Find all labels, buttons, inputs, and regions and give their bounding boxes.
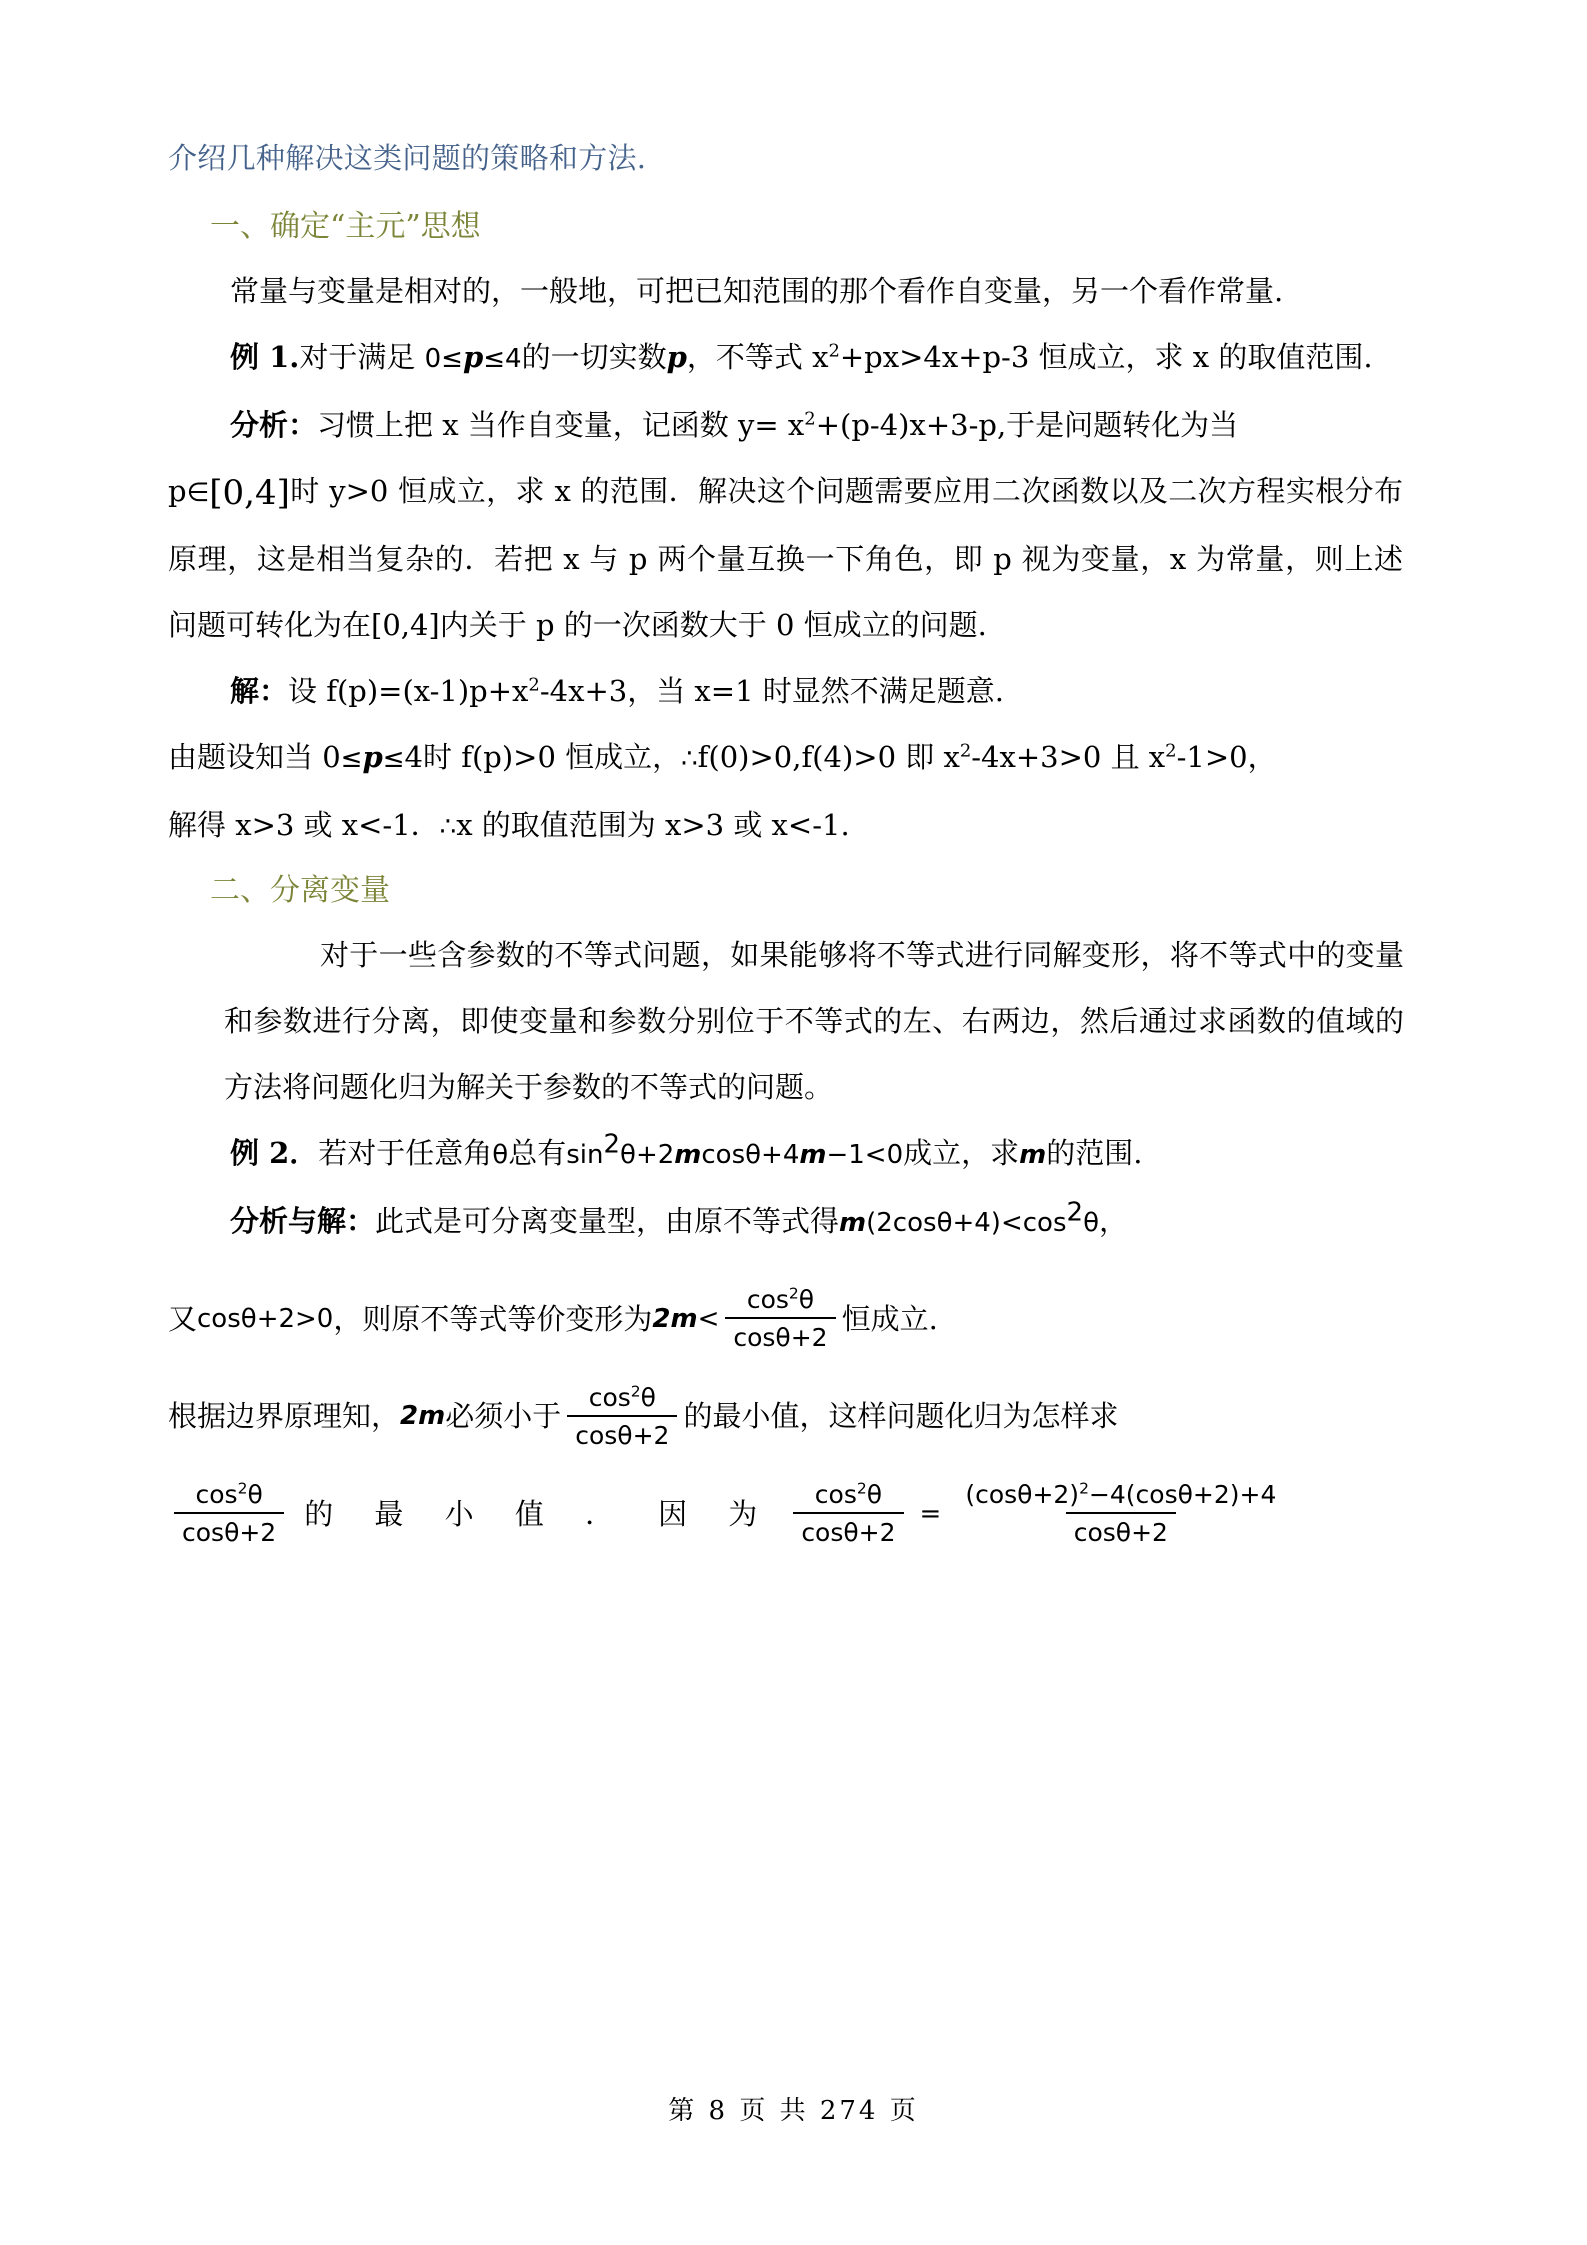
- frac3-num-b: −4(cosθ+2)+4: [1088, 1480, 1277, 1509]
- solution-1-l2-a: 由题设知当 0: [168, 740, 341, 774]
- solution-1-var-p: p: [362, 740, 383, 774]
- solution-1-text-2: -4x+3，当 x=1 时显然不满足题意.: [539, 674, 1004, 708]
- fraction-numerator: [187, 1479, 270, 1512]
- frac-sup-2: 2: [856, 1479, 867, 1498]
- section-2-heading: 二、分离变量: [210, 873, 390, 908]
- example-2-plus-2: +2: [635, 1140, 675, 1170]
- theta-symbol: θ: [492, 1140, 509, 1170]
- fraction-numerator: [739, 1284, 822, 1317]
- fraction-numerator: [957, 1479, 1284, 1512]
- example-2-theta-2: θ: [620, 1140, 636, 1170]
- frac-cos: cos: [814, 1480, 857, 1509]
- fraction-numerator: [581, 1382, 664, 1415]
- equation-line-3: [168, 1479, 1408, 1549]
- analysis-1-element-of: ∈: [186, 478, 210, 508]
- frac-theta: θ: [798, 1285, 815, 1314]
- analysis-2-comma: ，: [1098, 1204, 1128, 1238]
- solution-1-le-1: ≤: [340, 744, 363, 774]
- example-2-block: [168, 1120, 1403, 1188]
- frac-cos: cos: [746, 1285, 789, 1314]
- eq2-c: 的最小值，这样问题化归为怎样求: [683, 1399, 1119, 1434]
- eq1-you: 又: [168, 1301, 198, 1336]
- analysis-2-cos: cos: [1022, 1208, 1067, 1238]
- solution-1-line-3: [168, 792, 1403, 860]
- analysis-1-text-1: 习惯上把 x 当作自变量，记函数 y= x: [317, 408, 805, 442]
- analysis-2-t1: 此式是可分离变量型，由原不等式得: [375, 1204, 840, 1238]
- solution-1-l2-f: -1>0，: [1176, 740, 1277, 774]
- analysis-2-theta-2: θ: [1083, 1208, 1099, 1238]
- example-2-m: m: [674, 1140, 702, 1170]
- example-2-t3: 成立，求: [903, 1136, 1020, 1170]
- analysis-1-text-2: +(p-4)x+3-p,于是问题转化为当: [815, 408, 1239, 442]
- eq1-plus-2-gt-0: +2>0: [256, 1303, 334, 1334]
- section-1-paragraph-text: 常量与变量是相对的，一般地，可把已知范围的那个看作自变量，另一个看作常量.: [230, 274, 1284, 308]
- example-1-text-d: +px>4x+p-3 恒成立，求 x 的取值范围.: [839, 340, 1373, 374]
- example-2-sup-2: 2: [603, 1129, 621, 1160]
- eq2-a: 根据边界原理知，: [168, 1399, 401, 1434]
- example-1-label: 例 1.: [230, 340, 300, 374]
- equation-line-1: [168, 1284, 1408, 1354]
- fraction-denominator: cosθ+2: [725, 1317, 835, 1353]
- example-2-statement: [168, 1120, 1403, 1188]
- example-2-t1: 若对于任意角: [318, 1136, 493, 1170]
- solution-1-l3-a: 解得 x>3 或 x<-1．: [168, 808, 440, 842]
- example-2-plus-4: +4: [761, 1140, 800, 1170]
- section-2-paragraph: [168, 922, 1404, 1120]
- analysis-1-line-1: [168, 392, 1403, 458]
- fraction-cos2-over-cos-plus-2-d: [793, 1479, 903, 1549]
- fraction-expanded: [957, 1479, 1284, 1549]
- eq3-yinwei: 因 为: [658, 1496, 774, 1531]
- eq2-2m: 2m: [400, 1401, 446, 1431]
- fraction-cos2-over-cos-plus-2-c: [174, 1479, 284, 1549]
- analysis-1-interval: [0,4]: [209, 473, 290, 513]
- example-1-text-c: ，不等式 x: [686, 340, 829, 374]
- example-1-var-p: p: [462, 340, 484, 374]
- intro-line: 介绍几种解决这类问题的策略和方法.: [168, 141, 647, 175]
- eq1-t2: 则原不等式等价变形为: [362, 1301, 653, 1336]
- fraction-denominator: cosθ+2: [793, 1512, 903, 1548]
- frac-sup-2: 2: [237, 1479, 248, 1498]
- analysis-2-theta: θ: [936, 1208, 953, 1238]
- example-2-t4: 的范围.: [1046, 1136, 1143, 1170]
- analysis-2-m: m: [839, 1208, 867, 1238]
- solution-1-l2-c: 时 f(p)>0 恒成立，: [423, 740, 682, 774]
- example-2-sin: sin: [566, 1140, 604, 1170]
- eq1-theta: θ: [240, 1303, 257, 1334]
- eq1-2m: 2m: [652, 1303, 698, 1334]
- eq1-comma: ，: [333, 1301, 363, 1336]
- analysis-2-expr-2: +4): [952, 1208, 1001, 1238]
- analysis-1-block: [168, 392, 1403, 658]
- solution-1-superscript-2: 2: [528, 674, 540, 696]
- eq1-lt: <: [697, 1303, 720, 1334]
- fraction-denominator: cosθ+2: [567, 1415, 677, 1451]
- example-2-t2: 总有: [508, 1136, 567, 1170]
- eq2-b: 必须小于: [445, 1399, 562, 1434]
- example-2-theta-3: θ: [745, 1140, 762, 1170]
- frac-cos: cos: [588, 1382, 631, 1412]
- analysis-2-lt: <: [1000, 1208, 1023, 1238]
- analysis-2-expr: (2cos: [866, 1208, 937, 1238]
- frac3-num-a: (cosθ+2): [965, 1480, 1080, 1509]
- therefore-icon-2: ∴: [439, 812, 457, 842]
- example-2-m-3: m: [1019, 1140, 1047, 1170]
- fraction-numerator: [807, 1479, 890, 1512]
- solution-1-line-1: [168, 658, 1403, 724]
- fraction-cos2-over-cos-plus-2-a: [725, 1284, 835, 1354]
- analysis-1-rest: 时 y>0 恒成立，求 x 的范围．解决这个问题需要应用二次函数以及二次方程实根分布原理，这是相当复杂的．若把 x 与 p 两个量互换一下角色，即 p 视为变量，x 为常量，则上述问题可转化为在[0,4]内关于 p 的一次函数大于 0 恒成立的问题.: [168, 474, 1403, 642]
- frac-theta: θ: [866, 1480, 883, 1509]
- solution-1-l2-e: -4x+3>0 且 x: [971, 740, 1166, 774]
- frac-sup-2: 2: [788, 1284, 799, 1303]
- fraction-cos2-over-cos-plus-2-b: [567, 1382, 677, 1452]
- example-2-m-2: m: [799, 1140, 827, 1170]
- solution-1-l3-b: x 的取值范围为 x>3 或 x<-1.: [456, 808, 850, 842]
- solution-1-label: 解：: [230, 674, 289, 708]
- solution-1-block: [168, 658, 1403, 860]
- eq1-cos: cos: [197, 1303, 241, 1334]
- section-2-paragraph-text: 对于一些含参数的不等式问题，如果能够将不等式进行同解变形，将不等式中的变量和参数进行分离，即使变量和参数分别位于不等式的左、右两边，然后通过求函数的值域的方法将问题化归为解关于参数的不等式的问题。: [224, 938, 1404, 1104]
- analysis-2-sup-2: 2: [1066, 1197, 1084, 1228]
- therefore-icon: ∴: [681, 744, 698, 774]
- eq3-equals: =: [919, 1498, 942, 1529]
- frac3-num-sup: 2: [1079, 1479, 1089, 1498]
- analysis-1-line-2: [168, 458, 1403, 658]
- eq1-heng: 恒成立.: [841, 1301, 938, 1336]
- analysis-2-block: [168, 1188, 1403, 1256]
- analysis-2-line-1: [168, 1188, 1403, 1256]
- example-1-four: 4: [505, 344, 522, 374]
- eq3-de-min: 的 最 小 值 ．: [304, 1496, 631, 1531]
- example-1-var-p2: p: [666, 340, 687, 374]
- section-1-paragraph: [168, 258, 1403, 324]
- equation-line-2: [168, 1382, 1408, 1452]
- fraction-denominator: cosθ+2: [1066, 1512, 1176, 1548]
- solution-1-l2-b: 4: [404, 740, 423, 774]
- example-1-text-a: 对于满足: [299, 340, 425, 374]
- analysis-1-p: p: [168, 474, 187, 508]
- solution-1-l2-d: f(0)>0,f(4)>0 即 x: [697, 740, 960, 774]
- solution-1-line-2: [168, 724, 1403, 792]
- example-1-superscript-2: 2: [828, 340, 840, 362]
- page-footer: 第 8 页 共 274 页: [668, 2096, 919, 2126]
- frac-theta: θ: [247, 1480, 263, 1509]
- example-2-label: 例 2．: [230, 1136, 319, 1170]
- analysis-1-label: 分析：: [230, 408, 318, 442]
- example-1-zero: 0: [424, 344, 442, 374]
- page-content: [168, 130, 1408, 1549]
- example-1-statement: [168, 324, 1403, 392]
- solution-1-le-2: ≤: [382, 744, 405, 774]
- section-1-heading: 一、确定“主元”思想: [210, 209, 481, 244]
- frac-theta: θ: [640, 1382, 656, 1412]
- example-1-text-b: 的一切实数: [521, 340, 667, 374]
- fraction-denominator: cosθ+2: [174, 1512, 284, 1548]
- analysis-1-superscript-2: 2: [804, 408, 816, 430]
- example-1-le-2: ≤: [483, 344, 506, 374]
- solution-1-text-1: 设 f(p)=(x-1)p+x: [288, 674, 529, 708]
- example-1-le-1: ≤: [441, 344, 463, 374]
- example-2-cos: cos: [701, 1140, 746, 1170]
- frac-cos: cos: [195, 1480, 238, 1509]
- solution-1-sup-2b: 2: [959, 740, 972, 762]
- example-2-minus-1-lt-0: −1<0: [826, 1140, 904, 1170]
- solution-1-sup-2c: 2: [1165, 740, 1177, 762]
- analysis-2-label: 分析与解：: [230, 1204, 376, 1238]
- frac-sup-2: 2: [630, 1382, 641, 1401]
- example-1-block: [168, 324, 1403, 392]
